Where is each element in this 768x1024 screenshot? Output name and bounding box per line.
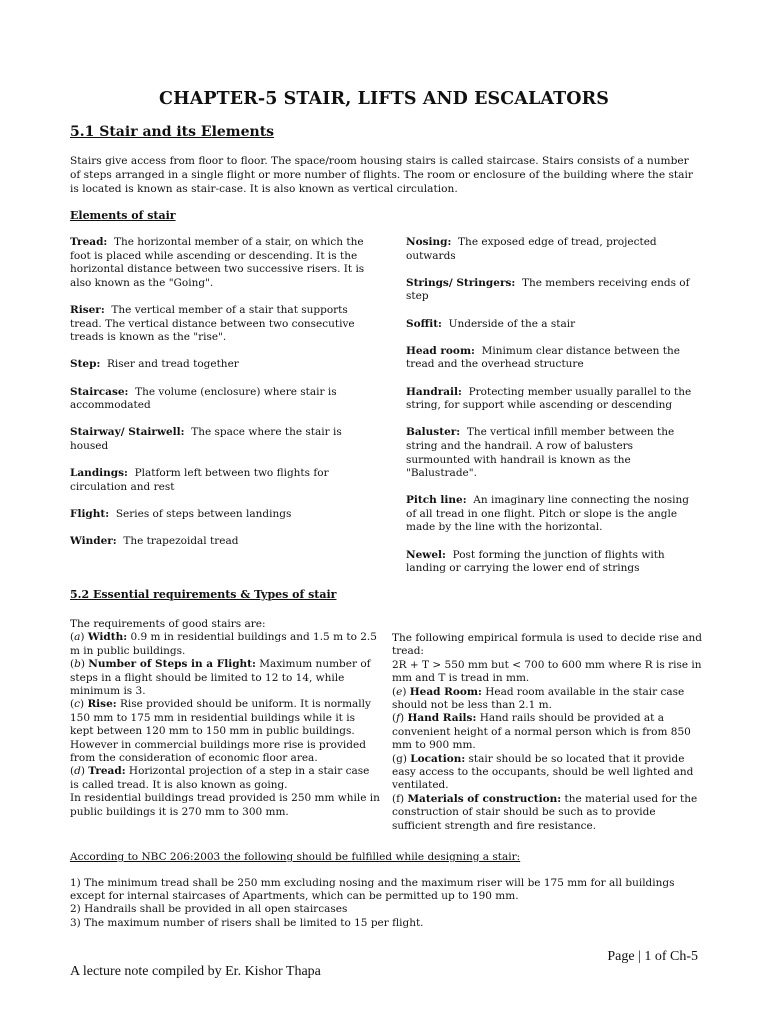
element-def: Nosing: The exposed edge of tread, projected outwards [406,236,657,262]
requirement-hand-rails: (f) Hand Rails: Hand rails should be provided at a convenient height of a normal person which is from 850 mm to 900 mm. [392,712,691,752]
element-def: Staircase: The volume (enclosure) where stair is accommodated [70,385,337,412]
nbc-list [70,877,710,930]
author-note: A lecture note compiled by Er. Kishor Thapa [70,964,321,979]
elements-left-column [70,236,370,562]
elements-right-column [406,236,696,589]
requirement-tread-note: In residential buildings tread provided is 250 mm while in public buildings it is 270 mm to 300 mm. [70,792,380,818]
list-item: 1) The minimum tread shall be 250 mm excluding nosing and the maximum riser will be 175 mm for all buildings except for internal staircases of Apartments, which can be permitted up to 190 mm. [70,877,675,903]
requirement-location: (g) Location: stair should be so located that it provide easy access to the occupants, should be well lighted and ventilated. [392,752,694,792]
element-def: Handrail: Protecting member usually parallel to the string, for support while ascending or descending [406,385,692,412]
list-item: 3) The maximum number of risers shall be limited to 15 per flight. [70,916,424,929]
requirements-right-column [392,632,704,833]
requirement-steps: (b) Number of Steps in a Flight: Maximum number of steps in a flight should be limited to 12 to 14, while minimum is 3. [70,658,371,698]
section-heading-5-2: 5.2 Essential requirements & Types of stair [70,588,337,601]
requirement-width: (a) Width: 0.9 m in residential buildings and 1.5 m to 2.5 m in public buildings. [70,631,377,657]
element-def: Step: Riser and tread together [70,358,239,371]
requirement-head-room: (e) Head Room: Head room available in the stair case should not be less than 2.1 m. [392,685,685,712]
element-def: Pitch line: An imaginary line connecting the nosing of all tread in one flight. Pitch or slope is the angle made by the line with the horizontal. [406,494,690,534]
element-def: Tread: The horizontal member of a stair, on which the foot is placed while ascending or descending. It is the horizontal distance between two successive risers. It is also known as the "Going". [70,236,365,289]
element-def: Riser: The vertical member of a stair that supports tread. The vertical distance between two consecutive treads is known as the "rise". [70,303,355,344]
list-item: 2) Handrails shall be provided in all open staircases [70,903,348,916]
element-def: Strings/ Stringers: The members receiving ends of step [406,276,690,303]
element-def: Stairway/ Stairwell: The space where the stair is housed [70,426,342,452]
element-def: Landings: Platform left between two flights for circulation and rest [70,467,329,493]
element-def: Flight: Series of steps between landings [70,507,292,520]
element-def: Newel: Post forming the junction of flights with landing or carrying the lower end of strings [406,548,665,575]
requirements-lead: The requirements of good stairs are: [70,618,266,630]
page-title: CHAPTER-5 STAIR, LIFTS AND ESCALATORS [159,89,609,109]
requirement-materials: (f) Materials of construction: the material used for the construction of stair should be such as to provide sufficient strength and fire resistance. [392,792,698,832]
intro-paragraph: Stairs give access from floor to floor. The space/room housing stairs is called staircase. Stairs consists of a number of steps arranged in a single flight or more number of flights. The room or enclosure of the building where the stair is located is known as stair-case. It is also known as vertical circulation. [70,155,693,195]
elements-heading: Elements of stair [70,209,176,222]
requirement-rise: (c) Rise: Rise provided should be uniform. It is normally 150 mm to 175 mm in residential buildings while it is kept between 120 mm to 150 mm in public buildings. However in commercial buildings more rise is provided from the consideration of economic floor area. [70,698,371,765]
formula: 2R + T > 550 mm but < 700 to 600 mm where R is rise in mm and T is tread in mm. [392,658,702,685]
nbc-heading: According to NBC 206:2003 the following should be fulfilled while designing a stair: [70,851,521,863]
element-def: Winder: The trapezoidal tread [70,535,239,548]
element-def: Head room: Minimum clear distance between the tread and the overhead structure [406,344,680,371]
requirements-left-column [70,618,380,819]
requirement-tread: (d) Tread: Horizontal projection of a step in a stair case is called tread. It is also known as going. [70,765,370,791]
page-number: Page | 1 of Ch-5 [607,949,698,964]
section-heading-5-1: 5.1 Stair and its Elements [70,124,275,140]
formula-lead: The following empirical formula is used to decide rise and tread: [392,632,702,658]
element-def: Baluster: The vertical infill member between the string and the handrail. A row of balusters surmounted with handrail is known as the "Balustrade". [406,426,675,480]
element-def: Soffit: Underside of the a stair [406,317,576,330]
